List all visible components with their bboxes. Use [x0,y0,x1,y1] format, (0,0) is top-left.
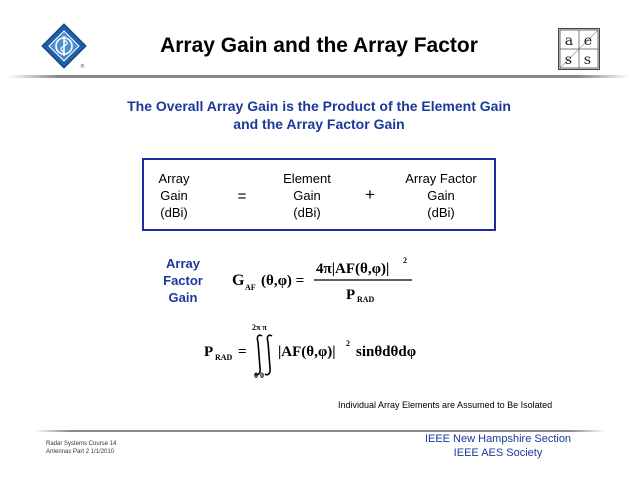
inner-integral-sign [265,335,272,375]
footer-course-info [46,440,116,456]
element-gain-line-1: Element [283,171,331,186]
header-divider [8,75,630,78]
prad-formula [200,320,440,380]
prad-subscript: RAD [215,353,233,362]
footer-date-line: Antennas Part 2 1/1/2010 [46,449,115,455]
isolation-note: Individual Array Elements are Assumed to Be Isolated [338,400,553,410]
array-factor-gain-term [386,170,496,221]
outer-integral-sign [255,335,262,375]
af-gain-line-1: Array Factor [405,171,477,186]
array-gain-line-1: Array [158,171,190,186]
footer-society-line: IEEE AES Society [453,447,543,459]
plus-sign: + [365,185,375,204]
gaf-denominator: P [346,287,356,303]
array-gain-term [144,170,204,221]
element-gain-line-3: (dBi) [293,205,321,220]
subtitle-line-2: and the Array Factor Gain [233,116,405,132]
prad-symbol: P [204,344,214,360]
af-gain-line-3: (dBi) [427,205,455,220]
gaf-numerator: 4π|AF(θ,φ)| [316,261,390,277]
footer-section-line: IEEE New Hampshire Section [424,433,572,445]
svg-text:a: a [564,33,574,50]
af-gain-line-2: Gain [427,188,455,203]
gaf-symbol: G [232,272,245,289]
array-factor-gain-label [148,255,218,306]
prad-integrand: |AF(θ,φ)| [278,344,336,360]
svg-text:e: e [583,33,593,50]
element-gain-term [262,170,352,221]
equals-sign: = [237,188,247,205]
gaf-subscript: AF [245,283,256,292]
af-label-line-2: Factor [163,273,203,288]
gaf-denominator-sub: RAD [357,295,375,304]
gaf-args: (θ,φ) = [261,273,305,289]
prad-integrand-power: 2 [346,339,350,348]
array-gain-line-3: (dBi) [160,205,188,220]
subtitle [0,97,638,133]
gain-equation-box [142,158,496,231]
prad-upper-limits: 2π π [252,323,267,332]
element-gain-line-2: Gain [293,188,321,203]
page-title: Array Gain and the Array Factor [160,34,478,57]
prad-equals: = [238,344,247,360]
array-gain-line-2: Gain [160,188,188,203]
subtitle-line-1: The Overall Array Gain is the Product of the Element Gain [127,98,511,114]
prad-lower-limits: 0 0 [254,371,264,380]
svg-text:s: s [583,52,592,69]
svg-text:s: s [564,52,573,69]
footer-course-line: Radar Systems Course 14 [46,441,117,447]
footer-society-info [398,432,598,460]
prad-tail: sinθdθdφ [356,344,417,360]
aes-logo [558,28,600,70]
gaf-numerator-power: 2 [403,256,407,265]
svg-text:®: ® [80,64,85,70]
gaf-formula [228,250,428,306]
af-label-line-3: Gain [168,290,198,305]
af-label-line-1: Array [166,256,200,271]
